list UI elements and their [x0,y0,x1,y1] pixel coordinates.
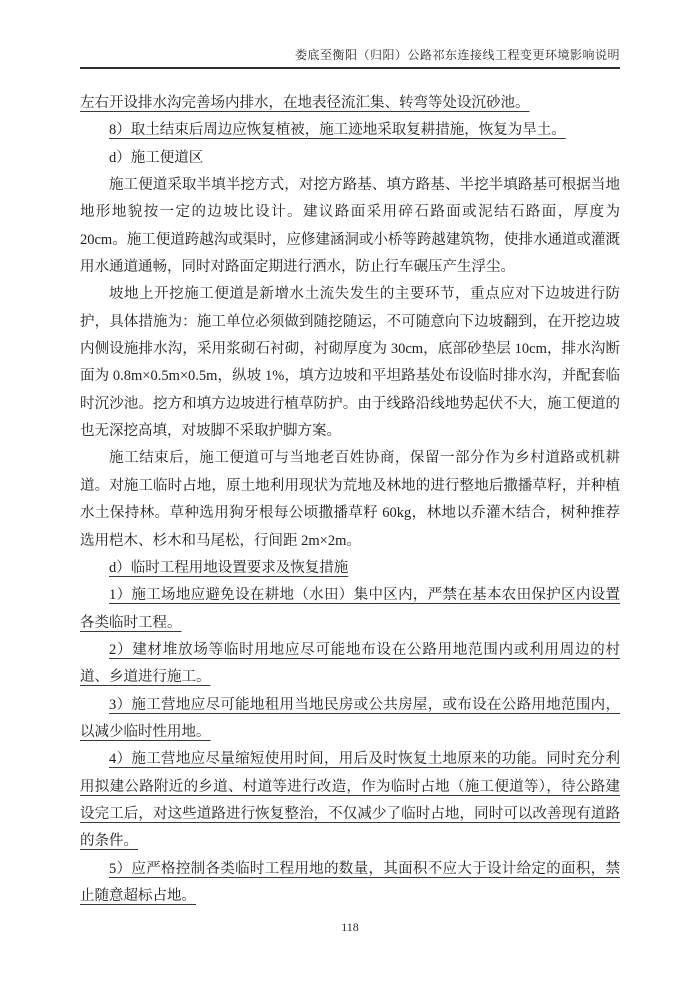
paragraph-road-construction-method: 施工便道采取半填半挖方式，对挖方路基、填方路基、半挖半填路基可根据当地地形地貌按一定的边坡比设计。建议路面采用碎石路面或泥结石路面，厚度为 20cm。施工便道跨越沟或渠时，应修建涵洞或小桥等跨越建筑物，使排水通道或灌溉用水通道通畅，同时对路面定期进行洒水，防止行车碾压产生浮尘。 [80,177,620,276]
paragraph-post-construction-restoration: 施工结束后，施工便道可与当地老百姓协商，保留一部分作为乡村道路或机耕道。对施工临时占地，原土地利用现状为荒地及林地的进行整地后撒播草籽，并种植水土保持林。草种选用狗牙根每公顷撒播草籽 60kg，林地以乔灌木结合，树种推荐选用桤木、杉木和马尾松，行间距 2m×2m。 [80,450,620,549]
header-rule [80,67,620,69]
paragraph-drainage-continuation: 左右开设排水沟完善场内排水，在地表径流汇集、转弯等处设沉砂池。 [80,95,530,111]
running-title: 娄底至衡阳（归阳）公路祁东连接线工程变更环境影响说明 [294,48,620,62]
document-body [80,90,620,910]
list-item-1-site-location: 1）施工场地应避免设在耕地（水田）集中区内，严禁在基本农田保护区内设置各类临时工程。 [80,587,620,631]
page-number: 118 [341,920,359,934]
list-item-5-land-quantity-control: 5）应严格控制各类临时工程用地的数量，其面积不应大于设计给定的面积，禁止随意超标占地。 [80,860,620,904]
list-item-4-shorten-usage-time: 4）施工营地应尽量缩短使用时间，用后及时恢复土地原来的功能。同时充分利用拟建公路附近的乡道、村道等进行改造，作为临时占地（施工便道等），待公路建设完工后，对这些道路进行恢复整治，不仅减少了临时占地，同时可以改善现有道路的条件。 [80,751,620,850]
page-header [80,46,620,69]
paragraph-slope-excavation-protection: 坡地上开挖施工便道是新增水土流失发生的主要环节，重点应对下边坡进行防护，具体措施为：施工单位必须做到随挖随运，不可随意向下边坡翻到，在开挖边坡内侧设施排水沟，采用浆砌石衬砌，衬砌厚度为 30cm，底部砂垫层 10cm，排水沟断面为 0.8m×0.5m×0.5m，纵坡 1%，填方边坡和平坦路基处布设临时排水沟，并配套临时沉沙池。挖方和填方边坡进行植草防护。由于线路沿线地势起伏不大，施工便道的也无深挖高填，对坡脚不采取护脚方案。 [80,286,620,440]
list-item-8-borrow-pit-restoration: 8）取土结束后周边应恢复植被，施工迹地采取复耕措施，恢复为旱土。 [109,122,566,139]
list-item-2-material-storage: 2）建材堆放场等临时用地应尽可能地布设在公路用地范围内或利用周边的村道、乡道进行施工。 [80,641,620,686]
list-item-3-construction-camp: 3）施工营地应尽可能地租用当地民房或公共房屋，或布设在公路用地范围内，以减少临时性用地。 [80,696,620,740]
page-footer [0,920,700,935]
section-heading-temporary-land-use: d）临时工程用地设置要求及恢复措施 [109,559,349,576]
section-heading-construction-road-area: d）施工便道区 [109,149,204,166]
